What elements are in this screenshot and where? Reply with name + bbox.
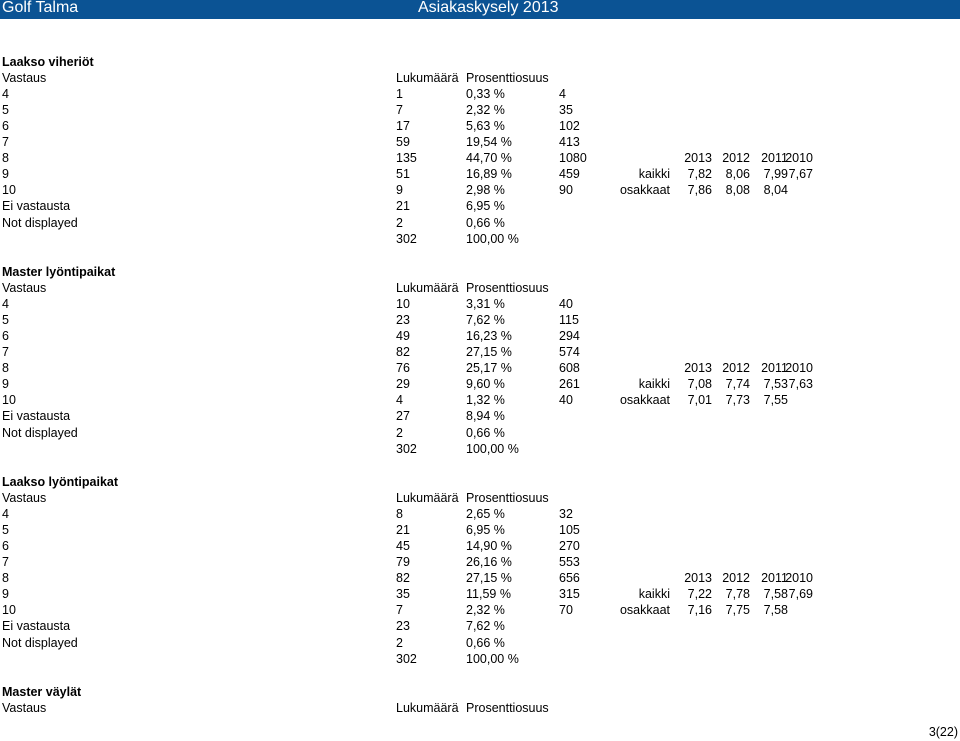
weighted-cell: 4	[559, 87, 566, 102]
column-header-prosenttiosuus: Prosenttiosuus	[466, 701, 549, 716]
total-percent: 100,00 %	[466, 441, 519, 456]
summary-year: 2013	[684, 571, 712, 586]
weighted-cell: 35	[559, 103, 573, 118]
answer-cell: 4	[2, 297, 9, 312]
answer-cell: 4	[2, 87, 9, 102]
weighted-cell: 32	[559, 507, 573, 522]
count-cell: 29	[396, 377, 410, 392]
answer-cell: 8	[2, 571, 9, 586]
weighted-cell: 90	[559, 183, 573, 198]
count-cell: 27	[396, 409, 410, 424]
header-center-text: Asiakaskysely 2013	[418, 0, 559, 16]
weighted-cell: 315	[559, 587, 580, 602]
total-count: 302	[396, 231, 417, 246]
count-cell: 82	[396, 345, 410, 360]
table-row	[0, 554, 960, 570]
count-cell: 21	[396, 199, 410, 214]
summary-row	[0, 392, 960, 408]
table-row	[0, 618, 960, 634]
count-cell: 8	[396, 507, 403, 522]
summary-value: 7,01	[687, 393, 712, 408]
summary-year: 2012	[722, 361, 750, 376]
percent-cell: 19,54 %	[466, 135, 512, 150]
summary-value: 7,99	[763, 167, 788, 182]
percent-cell: 7,62 %	[466, 619, 505, 634]
weighted-cell: 1080	[559, 151, 587, 166]
weighted-cell: 459	[559, 167, 580, 182]
summary-value: 7,53	[763, 377, 788, 392]
percent-cell: 16,23 %	[466, 329, 512, 344]
percent-cell: 6,95 %	[466, 199, 505, 214]
percent-cell: 1,32 %	[466, 393, 505, 408]
percent-cell: 44,70 %	[466, 151, 512, 166]
summary-label: osakkaat	[619, 183, 670, 198]
count-cell: 7	[396, 603, 403, 618]
table-row	[0, 102, 960, 118]
answer-cell: 9	[2, 377, 9, 392]
summary-value: 7,63	[788, 377, 813, 392]
percent-cell: 25,17 %	[466, 361, 512, 376]
summary-year: 2013	[684, 361, 712, 376]
summary-label: osakkaat	[619, 393, 670, 408]
answer-cell: 10	[2, 183, 16, 198]
table-row	[0, 506, 960, 522]
count-cell: 79	[396, 555, 410, 570]
answer-cell: Not displayed	[2, 215, 78, 230]
weighted-cell: 261	[559, 377, 580, 392]
count-cell: 76	[396, 361, 410, 376]
table-row	[0, 134, 960, 150]
weighted-cell: 608	[559, 361, 580, 376]
count-cell: 45	[396, 539, 410, 554]
column-header-lukumaara: Lukumäärä	[396, 701, 459, 716]
summary-years-row	[0, 360, 960, 376]
column-header-vastaus: Vastaus	[2, 71, 47, 86]
total-percent: 100,00 %	[466, 231, 519, 246]
percent-cell: 27,15 %	[466, 345, 512, 360]
table-row	[0, 522, 960, 538]
column-header-lukumaara: Lukumäärä	[396, 491, 459, 506]
table-row	[0, 328, 960, 344]
summary-value: 7,16	[687, 603, 712, 618]
summary-years-row	[0, 570, 960, 586]
count-cell: 23	[396, 313, 410, 328]
weighted-cell: 105	[559, 523, 580, 538]
table-row	[0, 425, 960, 441]
count-cell: 35	[396, 587, 410, 602]
answer-cell: 5	[2, 523, 9, 538]
column-header-lukumaara: Lukumäärä	[396, 71, 459, 86]
count-cell: 17	[396, 119, 410, 134]
summary-value: 7,73	[725, 393, 750, 408]
total-count: 302	[396, 441, 417, 456]
summary-year: 2010	[785, 361, 813, 376]
summary-value: 8,08	[725, 183, 750, 198]
count-cell: 82	[396, 571, 410, 586]
count-cell: 4	[396, 393, 403, 408]
column-header-row	[0, 280, 960, 296]
table-row	[0, 198, 960, 214]
answer-cell: 9	[2, 587, 9, 602]
summary-value: 7,78	[725, 587, 750, 602]
percent-cell: 0,66 %	[466, 635, 505, 650]
total-row	[0, 441, 960, 457]
count-cell: 49	[396, 329, 410, 344]
answer-cell: 5	[2, 103, 9, 118]
percent-cell: 3,31 %	[466, 297, 505, 312]
answer-cell: Ei vastausta	[2, 619, 71, 634]
weighted-cell: 553	[559, 555, 580, 570]
percent-cell: 26,16 %	[466, 555, 512, 570]
summary-value: 7,86	[687, 183, 712, 198]
section-title-row	[0, 684, 960, 700]
percent-cell: 0,33 %	[466, 87, 505, 102]
table-row	[0, 344, 960, 360]
count-cell: 21	[396, 523, 410, 538]
percent-cell: 27,15 %	[466, 571, 512, 586]
page-header	[0, 0, 960, 19]
percent-cell: 6,95 %	[466, 523, 505, 538]
count-cell: 51	[396, 167, 410, 182]
summary-row	[0, 586, 960, 602]
summary-value: 7,75	[725, 603, 750, 618]
summary-value: 7,69	[788, 587, 813, 602]
answer-cell: 7	[2, 135, 9, 150]
section-title: Laakso viheriöt	[2, 55, 94, 69]
answer-cell: Not displayed	[2, 635, 78, 650]
count-cell: 2	[396, 635, 403, 650]
summary-value: 7,74	[725, 377, 750, 392]
percent-cell: 5,63 %	[466, 119, 505, 134]
table-row	[0, 538, 960, 554]
total-percent: 100,00 %	[466, 651, 519, 666]
count-cell: 135	[396, 151, 417, 166]
summary-year: 2013	[684, 151, 712, 166]
weighted-cell: 656	[559, 571, 580, 586]
summary-row	[0, 182, 960, 198]
summary-year: 2011	[761, 571, 788, 586]
count-cell: 59	[396, 135, 410, 150]
table-row	[0, 296, 960, 312]
percent-cell: 2,98 %	[466, 183, 505, 198]
percent-cell: 2,65 %	[466, 507, 505, 522]
section-title-row	[0, 54, 960, 70]
total-row	[0, 231, 960, 247]
weighted-cell: 40	[559, 393, 573, 408]
page-number: 3(22)	[928, 725, 958, 739]
summary-row	[0, 166, 960, 182]
answer-cell: 7	[2, 555, 9, 570]
summary-value: 7,55	[763, 393, 788, 408]
table-row	[0, 635, 960, 651]
section-title-row	[0, 474, 960, 490]
percent-cell: 0,66 %	[466, 215, 505, 230]
column-header-vastaus: Vastaus	[2, 701, 47, 716]
weighted-cell: 270	[559, 539, 580, 554]
column-header-lukumaara: Lukumäärä	[396, 281, 459, 296]
count-cell: 9	[396, 183, 403, 198]
answer-cell: 6	[2, 119, 9, 134]
count-cell: 2	[396, 215, 403, 230]
table-row	[0, 118, 960, 134]
answer-cell: 6	[2, 539, 9, 554]
column-header-vastaus: Vastaus	[2, 281, 47, 296]
column-header-prosenttiosuus: Prosenttiosuus	[466, 71, 549, 86]
summary-value: 7,58	[763, 603, 788, 618]
summary-years-row	[0, 150, 960, 166]
percent-cell: 11,59 %	[466, 587, 511, 602]
column-header-prosenttiosuus: Prosenttiosuus	[466, 491, 549, 506]
percent-cell: 8,94 %	[466, 409, 505, 424]
answer-cell: 8	[2, 151, 9, 166]
percent-cell: 0,66 %	[466, 425, 505, 440]
header-left-text: Golf Talma	[2, 0, 79, 16]
total-row	[0, 651, 960, 667]
answer-cell: 6	[2, 329, 9, 344]
percent-cell: 2,32 %	[466, 103, 505, 118]
count-cell: 7	[396, 103, 403, 118]
section-title-row	[0, 264, 960, 280]
count-cell: 23	[396, 619, 410, 634]
percent-cell: 2,32 %	[466, 603, 505, 618]
percent-cell: 7,62 %	[466, 313, 505, 328]
answer-cell: 5	[2, 313, 9, 328]
answer-cell: Ei vastausta	[2, 409, 71, 424]
answer-cell: 10	[2, 603, 16, 618]
summary-value: 7,58	[763, 587, 788, 602]
answer-cell: Not displayed	[2, 425, 78, 440]
summary-year: 2012	[722, 151, 750, 166]
summary-value: 7,82	[687, 167, 712, 182]
summary-year: 2012	[722, 571, 750, 586]
answer-cell: 10	[2, 393, 16, 408]
table-row	[0, 215, 960, 231]
weighted-cell: 574	[559, 345, 580, 360]
summary-row	[0, 602, 960, 618]
answer-cell: 8	[2, 361, 9, 376]
section-title: Master väylät	[2, 685, 82, 699]
summary-label: kaikki	[638, 587, 670, 602]
weighted-cell: 294	[559, 329, 580, 344]
summary-year: 2011	[761, 361, 788, 376]
count-cell: 1	[396, 87, 403, 102]
answer-cell: Ei vastausta	[2, 199, 71, 214]
summary-year: 2010	[785, 571, 813, 586]
percent-cell: 9,60 %	[466, 377, 505, 392]
column-header-row	[0, 70, 960, 86]
answer-cell: 4	[2, 507, 9, 522]
summary-row	[0, 376, 960, 392]
summary-year: 2011	[761, 151, 788, 166]
summary-value: 8,06	[725, 167, 750, 182]
summary-year: 2010	[785, 151, 813, 166]
weighted-cell: 413	[559, 135, 580, 150]
weighted-cell: 40	[559, 297, 573, 312]
weighted-cell: 102	[559, 119, 580, 134]
percent-cell: 16,89 %	[466, 167, 512, 182]
answer-cell: 7	[2, 345, 9, 360]
summary-value: 7,67	[788, 167, 813, 182]
summary-value: 8,04	[763, 183, 788, 198]
summary-label: kaikki	[638, 167, 670, 182]
table-row	[0, 408, 960, 424]
weighted-cell: 115	[559, 313, 579, 328]
column-header-prosenttiosuus: Prosenttiosuus	[466, 281, 549, 296]
summary-value: 7,08	[687, 377, 712, 392]
column-header-vastaus: Vastaus	[2, 491, 47, 506]
percent-cell: 14,90 %	[466, 539, 512, 554]
table-row	[0, 86, 960, 102]
section-title: Laakso lyöntipaikat	[2, 475, 119, 489]
answer-cell: 9	[2, 167, 9, 182]
summary-label: kaikki	[638, 377, 670, 392]
summary-label: osakkaat	[619, 603, 670, 618]
table-row	[0, 312, 960, 328]
section-title: Master lyöntipaikat	[2, 265, 116, 279]
summary-value: 7,22	[687, 587, 712, 602]
count-cell: 10	[396, 297, 410, 312]
count-cell: 2	[396, 425, 403, 440]
column-header-row	[0, 490, 960, 506]
weighted-cell: 70	[559, 603, 573, 618]
column-header-row	[0, 700, 960, 716]
total-count: 302	[396, 651, 417, 666]
